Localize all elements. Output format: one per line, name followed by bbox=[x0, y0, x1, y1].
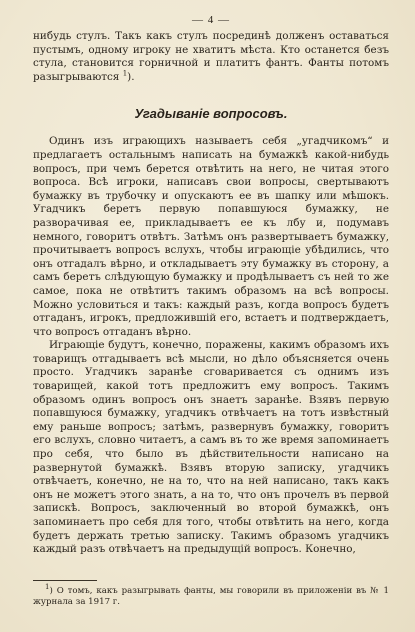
intro-tail: ). bbox=[127, 70, 135, 83]
footnote-mark: 1 bbox=[45, 583, 50, 592]
intro-paragraph bbox=[33, 30, 389, 84]
page-number: — 4 — bbox=[192, 14, 230, 26]
intro-footnote-mark: 1 bbox=[122, 69, 128, 78]
footnote-text: ) О томъ, какъ разыгрывать фанты, мы говорили въ приложеніи въ № 1 журнала за 1917 г. bbox=[33, 586, 389, 607]
section-title: Угадываніе вопросовъ. bbox=[134, 106, 288, 122]
intro-text: нибудь стулъ. Такъ какъ стулъ посрединѣ долженъ оставаться пустымъ, одному игроку не хватитъ мѣста. Кто останется безъ стула, становится горничной и платитъ фантъ. Фанты потомъ разыгрываются bbox=[33, 30, 389, 83]
paragraph-1: Одинъ изъ играющихъ называетъ себя „угадчикомъ“ и предлагаетъ остальнымъ написать на бумажкѣ какой-нибудь вопросъ, при чемъ берется отвѣтить на него, не читая этого вопроса. Всѣ игроки, написавъ свои вопросы, свертываютъ бумажку въ трубочку и опускаютъ ее въ шапку или мѣшокъ. Угадчикъ беретъ первую попавшуюся бумажку, не разворачивая ее, прикладываетъ ее къ лбу и, подумавъ немного, говоритъ отвѣтъ. Затѣмъ онъ развертываетъ бумажку, прочитываетъ вопросъ вслухъ, чтобы играющіе убѣдились, что онъ отгадалъ вѣрно, и откладываетъ эту бумажку въ сторону, а самъ беретъ слѣдующую бумажку и продѣлываетъ съ ней то же самое, пока не отвѣтитъ такимъ образомъ на всѣ вопросы. Можно условиться и такъ: каждый разъ, когда вопросъ будетъ отгаданъ, игрокъ, предложившій его, встаетъ и подтверждаетъ, что вопросъ отгаданъ вѣрно. bbox=[33, 135, 389, 338]
paragraph-2: Играющіе будутъ, конечно, поражены, какимъ образомъ ихъ товарищъ отгадываетъ всѣ мысли, но дѣло объясняется очень просто. Угадчикъ заранѣе сговаривается съ однимъ изъ товарищей, какой тотъ предложитъ ему вопросъ. Такимъ образомъ одинъ вопросъ онъ знаетъ заранѣе. Взявъ первую попавшуюся бумажку, угадчикъ отвѣчаетъ на тотъ извѣстный ему раньше вопросъ; затѣмъ, развернувъ бумажку, говоритъ его вслухъ, словно читаетъ, а самъ въ то же время запоминаетъ про себя, что было въ дѣйствительности написано на развернутой бумажкѣ. Взявъ вторую записку, угадчикъ отвѣчаетъ, конечно, не на то, что на ней написано, такъ какъ онъ не можетъ этого знать, а на то, что онъ прочелъ въ первой запискѣ. Вопросъ, заключенный во второй бумажкѣ, онъ запоминаетъ про себя для того, чтобы отвѣтить на него, когда будетъ держать третью записку. Такимъ образомъ угадчикъ каждый разъ отвѣчаетъ на предыдущій вопросъ. Конечно, bbox=[33, 339, 389, 556]
footnote-rule bbox=[33, 580, 97, 581]
footnote bbox=[33, 583, 389, 608]
